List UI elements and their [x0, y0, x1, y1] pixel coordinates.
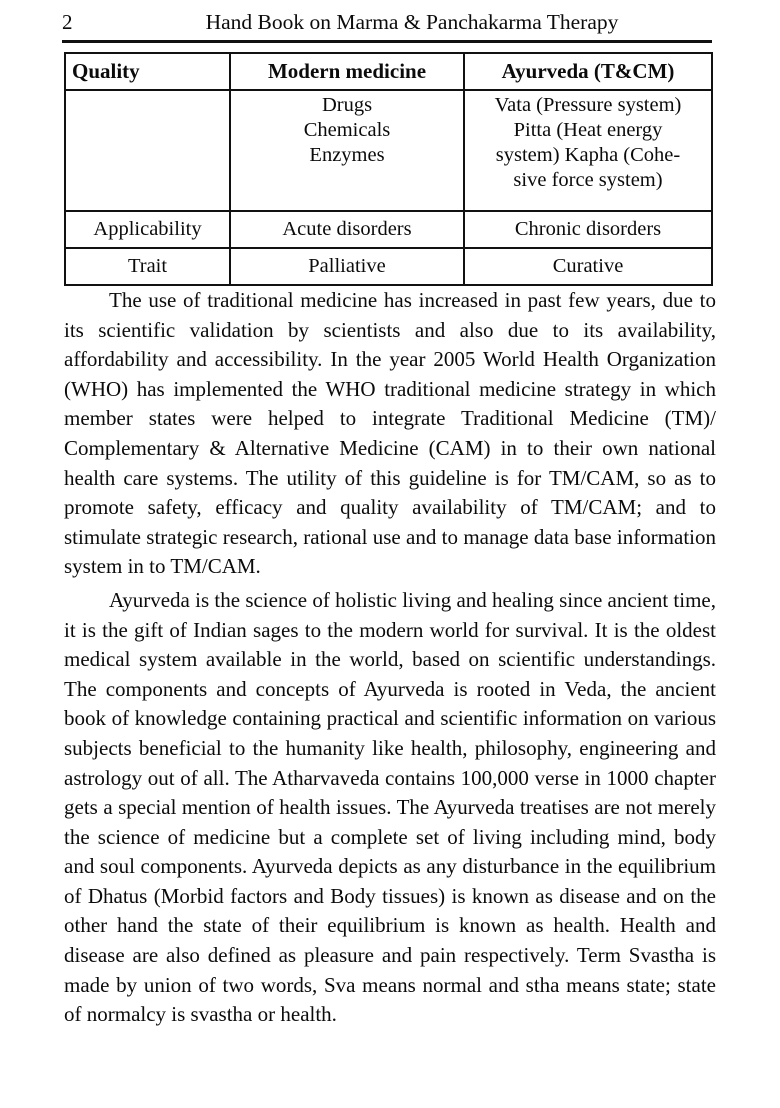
table-header-row	[65, 53, 712, 90]
paragraph-ayurveda-science: Ayurveda is the science of holistic living and healing since ancient time, it is the gift of Indian sages to the modern world for survival. It is the oldest medical system available in the world, based on scientific understandings. The components and concepts of Ayurveda is rooted in Veda, the ancient book of knowledge containing practical and scientific information on various subjects beneficial to the humanity like health, philosophy, engineering and astrology out of all. The Atharvaveda contains 100,000 verse in 1000 chapter gets a special mention of health issues. The Ayurveda treatises are not merely the science of medicine but a complete set of living including mind, body and soul components. Ayurveda depicts as any disturbance in the equilibrium of Dhatus (Morbid factors and Body tissues) is known as disease and on the other hand the state of their equilibrium is known as health. Health and disease are also defined as pleasure and pain respectively. Term Svastha is made by union of two words, Sva means normal and stha means state; state of normalcy is svastha or health.	[64, 587, 716, 1027]
page-number: 2	[62, 10, 73, 34]
cell-quality-empty	[65, 90, 230, 211]
cell-quality-trait: Trait	[65, 248, 230, 285]
table-row	[65, 211, 712, 248]
table-row	[65, 248, 712, 285]
cell-modern-trait: Palliative	[230, 248, 464, 285]
running-head	[62, 8, 712, 38]
body-text-block	[64, 286, 716, 1030]
book-title: Hand Book on Marma & Panchakarma Therapy	[205, 10, 619, 34]
table-header-quality: Quality	[65, 53, 230, 90]
cell-modern-applicability: Acute disorders	[230, 211, 464, 248]
cell-modern-substances	[230, 90, 464, 211]
cell-ayurveda-trait: Curative	[464, 248, 712, 285]
comparison-table	[64, 52, 713, 286]
paragraph-traditional-medicine: The use of traditional medicine has increased in past few years, due to its scientific validation by scientists and also due to its availability, affordability and accessibility. In the year 2005 World Health Organization (WHO) has implemented the WHO traditional medicine strategy in which member states were helped to integrate Traditional Medicine (TM)/ Complementary & Alternative Medicine (CAM) in to their own national health care systems. The utility of this guideline is for TM/CAM, so as to promote safety, efficacy and quality availability of TM/CAM; and to stimulate strategic research, rational use and to manage data base information system in to TM/CAM.	[64, 288, 716, 579]
ayurveda-line-3: system) Kapha (Cohe-	[495, 144, 681, 166]
cell-quality-applicability: Applicability	[65, 211, 230, 248]
cell-ayurveda-applicability: Chronic disorders	[464, 211, 712, 248]
cell-ayurveda-doshas	[464, 90, 712, 211]
comparison-table-wrapper	[64, 52, 711, 286]
table-header-modern-medicine: Modern medicine	[230, 53, 464, 90]
header-rule	[62, 40, 712, 43]
modern-line-3: Enzymes	[309, 144, 385, 166]
ayurveda-line-4: sive force system)	[513, 169, 663, 191]
ayurveda-line-2: Pitta (Heat energy	[513, 119, 663, 141]
modern-line-1: Drugs	[321, 94, 373, 116]
ayurveda-line-1: Vata (Pressure system)	[494, 94, 682, 116]
modern-line-2: Chemicals	[303, 119, 391, 141]
table-header-ayurveda: Ayurveda (T&CM)	[464, 53, 712, 90]
table-row	[65, 90, 712, 211]
